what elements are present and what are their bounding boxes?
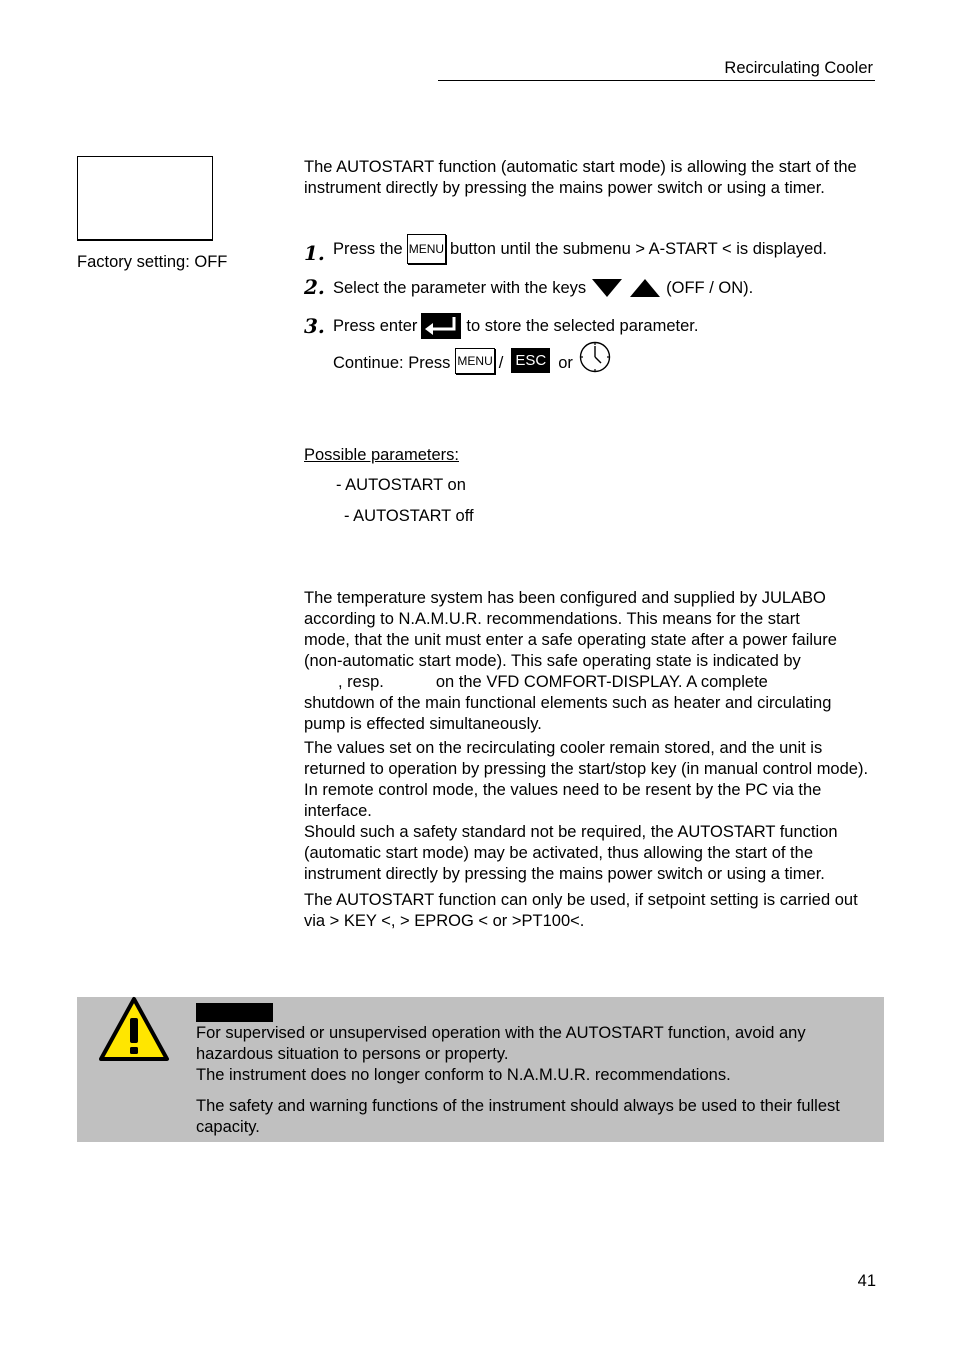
page-number: 41 — [857, 1272, 876, 1290]
factory-setting: Factory setting: OFF — [77, 253, 228, 271]
parameter-item: - AUTOSTART on — [336, 476, 466, 494]
continue-label: Continue: Press — [333, 353, 451, 372]
clock-key-icon — [579, 341, 611, 373]
display-illustration-box — [77, 156, 213, 241]
warning-paragraph: The instrument does no longer conform to N.A.M.U.R. recommendations. — [196, 1066, 731, 1084]
body-paragraph: In remote control mode, the values need to be resent by the PC via the interface. — [304, 781, 822, 820]
step-number: 3. — [304, 314, 325, 338]
esc-key-icon: ESC — [511, 348, 550, 373]
body-paragraph: The AUTOSTART function can only be used, if setpoint setting is carried out via > KEY <, > EPROG < or >PT100<. — [304, 891, 858, 930]
step-text: to store the selected parameter. — [466, 316, 699, 335]
intro-paragraph: The AUTOSTART function (automatic start mode) is allowing the start of the instrument directly by pressing the mains power switch or using a timer. — [304, 158, 857, 197]
step-text: Press enter — [333, 316, 418, 335]
body-line: The temperature system has been configured and supplied by JULABO — [304, 589, 826, 607]
arrow-up-key-icon — [630, 279, 660, 297]
body-paragraph: The values set on the recirculating cooler remain stored, and the unit is returned to operation by pressing the start/stop key (in manual control mode). — [304, 739, 869, 778]
slash-separator: / — [498, 353, 504, 372]
warning-paragraph: For supervised or unsupervised operation with the AUTOSTART function, avoid any hazardous situation to persons or property. — [196, 1024, 806, 1063]
or-text: or — [558, 353, 573, 372]
step-2 — [304, 277, 884, 307]
step-text: button until the submenu > A-START < is displayed. — [450, 239, 828, 258]
step-text: (OFF / ON). — [666, 278, 754, 297]
warning-label-bar — [196, 1003, 273, 1022]
body-text: on the VFD COMFORT-DISPLAY. A complete — [435, 673, 768, 691]
body-line: mode, that the unit must enter a safe operating state after a power failure — [304, 631, 837, 649]
body-line: shutdown of the main functional elements such as heater and circulating — [304, 694, 832, 712]
body-line: (non-automatic start mode). This safe operating state is indicated by — [304, 652, 801, 670]
step-number: 1. — [304, 241, 325, 265]
body-line: according to N.A.M.U.R. recommendations. This means for the start — [304, 610, 800, 628]
possible-parameters-heading: Possible parameters: — [304, 446, 459, 464]
running-header: Recirculating Cooler — [724, 59, 873, 77]
menu-key-icon: MENU — [407, 234, 446, 264]
namur-paragraph — [304, 588, 884, 735]
body-text: , resp. — [338, 673, 384, 691]
body-line: pump is effected simultaneously. — [304, 715, 542, 733]
header-rule — [438, 80, 875, 81]
enter-key-icon — [421, 313, 461, 339]
step-text: Select the parameter with the keys — [333, 278, 587, 297]
warning-text — [196, 1023, 876, 1138]
step-1 — [304, 239, 884, 269]
parameter-item: - AUTOSTART off — [344, 507, 474, 525]
arrow-down-key-icon — [592, 279, 622, 297]
menu-key-icon: MENU — [455, 348, 494, 374]
warning-triangle-icon — [98, 996, 170, 1062]
body-paragraphs — [304, 738, 869, 932]
step-text: Press the — [333, 239, 403, 258]
step-number: 2. — [304, 275, 325, 299]
body-paragraph: Should such a safety standard not be required, the AUTOSTART function (automatic start mode) may be activated, thus allowing the start of the instrument directly by pressing the mains power switch or using a timer. — [304, 823, 838, 883]
continue-line — [333, 337, 611, 377]
warning-paragraph: The safety and warning functions of the instrument should always be used to their fullest capacity. — [196, 1097, 840, 1136]
